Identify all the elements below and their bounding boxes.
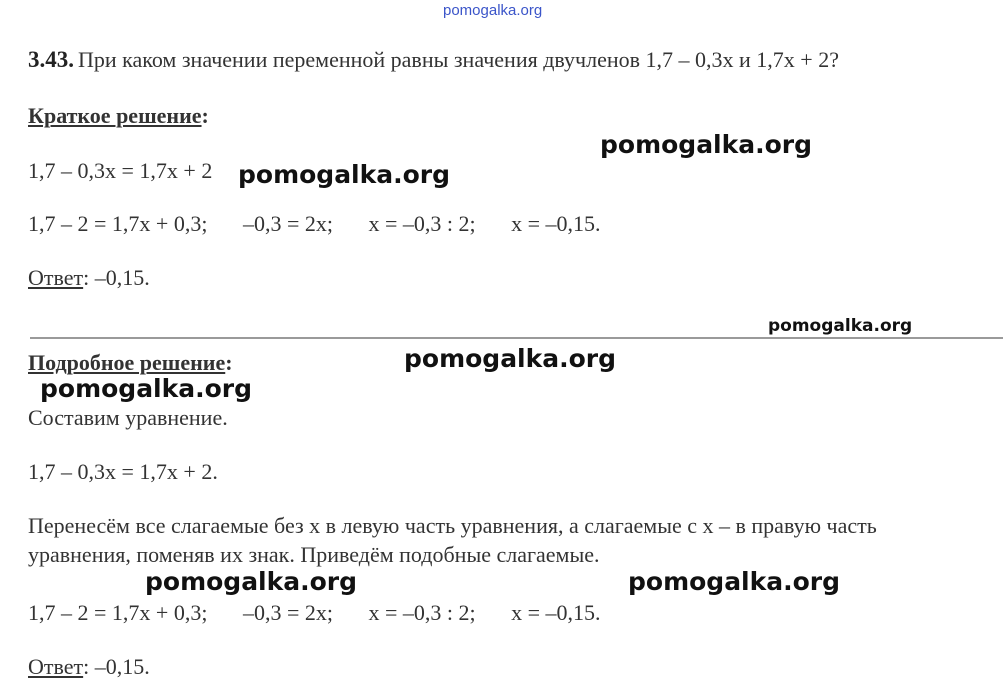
step-4: х = –0,15. <box>511 211 601 236</box>
section-divider <box>30 337 1003 339</box>
short-answer <box>28 265 150 291</box>
step-3: х = –0,3 : 2; <box>368 211 476 236</box>
answer-label: Ответ <box>28 654 84 679</box>
step-1: 1,7 – 2 = 1,7х + 0,3; <box>28 600 208 625</box>
watermark-top: pomogalka.org <box>443 2 543 19</box>
answer-value: : –0,15. <box>83 654 150 679</box>
step-4: х = –0,15. <box>511 600 601 625</box>
heading-colon: : <box>225 350 233 375</box>
detailed-paragraph-line-1: Перенесём все слагаемые без х в левую часть уравнения, а слагаемые с х – в правую часть <box>28 513 877 538</box>
watermark-5: pomogalka.org <box>40 374 253 403</box>
step-3: х = –0,3 : 2; <box>368 600 476 625</box>
short-equation: 1,7 – 0,3х = 1,7х + 2 <box>28 158 213 183</box>
watermark-7: pomogalka.org <box>628 567 841 596</box>
problem-statement <box>28 47 839 73</box>
detailed-steps <box>28 600 601 626</box>
heading-colon: : <box>201 103 209 128</box>
answer-value: : –0,15. <box>83 265 150 290</box>
detailed-equation: 1,7 – 0,3х = 1,7х + 2. <box>28 459 218 484</box>
short-solution-title: Краткое решение <box>28 103 202 128</box>
watermark-6: pomogalka.org <box>145 567 358 596</box>
step-1: 1,7 – 2 = 1,7х + 0,3; <box>28 211 208 236</box>
watermark-2: pomogalka.org <box>238 160 451 189</box>
short-steps <box>28 211 601 237</box>
detailed-answer <box>28 654 150 680</box>
watermark-4: pomogalka.org <box>404 344 617 373</box>
watermark-3: pomogalka.org <box>768 316 913 336</box>
problem-number: 3.43. <box>28 47 74 72</box>
detailed-solution-heading <box>28 350 233 376</box>
watermark-1: pomogalka.org <box>600 130 813 159</box>
problem-text: При каком значении переменной равны значения двучленов 1,7 – 0,3х и 1,7х + 2? <box>78 47 839 72</box>
step-2: –0,3 = 2х; <box>242 600 333 625</box>
detailed-solution-title: Подробное решение <box>28 350 226 375</box>
detailed-intro: Составим уравнение. <box>28 405 228 430</box>
detailed-paragraph-line-2: уравнения, поменяв их знак. Приведём подобные слагаемые. <box>28 542 600 567</box>
answer-label: Ответ <box>28 265 84 290</box>
short-solution-heading <box>28 103 209 129</box>
step-2: –0,3 = 2х; <box>242 211 333 236</box>
